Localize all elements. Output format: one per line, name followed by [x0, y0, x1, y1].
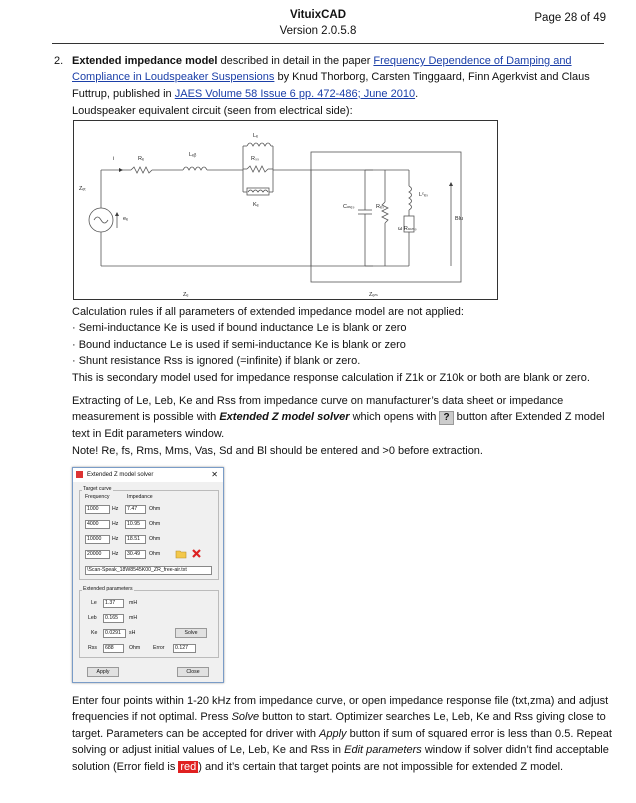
le-input[interactable]: 1.37 — [103, 599, 124, 608]
col-impedance: Impedance — [127, 494, 153, 500]
rules-block — [72, 304, 612, 386]
closing-text-4: window if solver didn’t find acceptable solution (Error field is — [72, 744, 609, 773]
closing-text-3: button if sum of squared error is less than 0.5. Repeat solving or adjust initial values of Le, Leb, Ke and Rss in — [72, 727, 612, 757]
journal-link[interactable]: JAES Volume 58 Issue 6 pp. 472-486; June 2010 — [174, 87, 416, 100]
ohm-label-2: Ohm — [149, 521, 161, 527]
label-le: Lₑ — [253, 133, 259, 139]
delete-icon[interactable] — [191, 548, 202, 559]
col-frequency: Frequency — [85, 494, 110, 500]
label-zet: Zₑₜ — [79, 186, 87, 192]
imp-input-4[interactable]: 30.49 — [125, 550, 146, 559]
red-badge: red — [180, 760, 197, 773]
dialog-titlebar — [73, 468, 223, 482]
rule-2: · Bound inductance Le is used if semi-inductance Ke is blank or zero — [72, 338, 406, 351]
solver-dialog — [72, 467, 224, 683]
help-button-inline: ? — [439, 411, 453, 425]
close-button[interactable]: Close — [177, 667, 209, 677]
le-unit: mH — [129, 600, 138, 606]
closing-apply: Apply — [319, 727, 347, 740]
label-lces: Lᶜₑₛ — [419, 192, 429, 198]
close-icon[interactable]: ✕ — [211, 470, 218, 479]
hz-label-3: Hz — [112, 536, 119, 542]
item-text-1: described in detail in the paper — [217, 55, 374, 67]
hz-label-2: Hz — [112, 521, 119, 527]
extended-params-label: Extended parameters — [83, 586, 133, 592]
list-number: 2. — [54, 55, 64, 67]
paragraph-instructions — [72, 693, 612, 775]
freq-input-2[interactable]: 4000 — [85, 520, 110, 529]
label-ke: Kₑ — [253, 202, 259, 208]
closing-text-2: button to start. Optimizer searches Le, Leb, Ke and Rss giving close to target. Parameters can be accepted for driver with — [72, 711, 606, 740]
ke-unit: sH — [129, 630, 136, 636]
closing-text-5: ) and it’s certain that target points are not impossible for extended Z model. — [198, 760, 564, 773]
leb-unit: mH — [129, 615, 138, 621]
rules-intro: Calculation rules if all parameters of extended impedance model are not applied: — [72, 306, 464, 318]
label-leb: Lₑᵦ — [189, 152, 197, 158]
extract-text-3: button after Extended Z model text in Edit parameters window. — [72, 411, 605, 440]
error-field: 0.127 — [173, 644, 196, 653]
ohm-label-3: Ohm — [149, 536, 161, 542]
dialog-title: Extended Z model solver — [87, 472, 154, 478]
extract-text-2: which opens with — [349, 411, 440, 424]
label-cmes: Cₘₑₛ — [343, 204, 355, 210]
freq-input-1[interactable]: 1000 — [85, 505, 110, 514]
leb-label: Leb — [88, 615, 97, 621]
imp-input-3[interactable]: 18.51 — [125, 535, 146, 544]
item-bold-title: Extended impedance model — [72, 55, 218, 67]
label-ze: Zₑ — [183, 292, 189, 298]
item-text-2: by Knud Thorborg, Carsten Tinggaard, Finn Agerkvist and Claus Futtrup, published in — [72, 71, 590, 100]
label-rss: Rₛₛ — [251, 156, 260, 162]
ohm-label-4: Ohm — [149, 551, 161, 557]
rule-1: · Semi-inductance Ke is used if bound inductance Le is blank or zero — [72, 322, 407, 335]
apply-button[interactable]: Apply — [87, 667, 119, 677]
rss-input[interactable]: 688 — [103, 644, 124, 653]
label-wrms: ω Rₘₘₛ — [398, 226, 417, 232]
freq-input-4[interactable]: 20000 — [85, 550, 110, 559]
label-zem: Zₑₘ — [369, 292, 378, 298]
rule-3: · Shunt resistance Rss is ignored (=infinite) if blank or zero. — [72, 355, 361, 368]
target-curve-label: Target curve — [83, 486, 112, 492]
le-label: Le — [91, 600, 97, 606]
paragraph-extraction — [72, 393, 612, 442]
label-res: Rₑₛ — [376, 204, 385, 210]
closing-solve: Solve — [231, 711, 260, 724]
ke-input[interactable]: 0.0291 — [103, 629, 126, 638]
hz-label-1: Hz — [112, 506, 119, 512]
label-re: Rₑ — [138, 156, 145, 162]
paper-link[interactable]: Frequency Dependence of Damping and Compliance in Loudspeaker Suspensions — [72, 55, 572, 84]
ke-label: Ke — [91, 630, 98, 636]
label-blu: Blu — [455, 216, 463, 222]
extended-params-group — [79, 590, 219, 658]
solve-button[interactable]: Solve — [175, 628, 207, 638]
closing-text-1: Enter four points within 1-20 kHz from impedance curve, or open impedance response file (txt,zma) and adjust frequencies if not optimal. Press — [72, 695, 609, 724]
rule-4: This is secondary model used for impedance response calculation if Z1k or Z10k or both are blank or zero. — [72, 371, 590, 384]
item-text-3: . — [415, 87, 419, 100]
doc-title: VituixCAD — [289, 9, 347, 21]
label-i: i — [113, 156, 115, 162]
page-number: Page 28 of 49 — [534, 12, 606, 24]
doc-version: Version 2.0.5.8 — [279, 25, 357, 37]
imp-input-2[interactable]: 10.95 — [125, 520, 146, 529]
rss-label: Rss — [88, 645, 97, 651]
impedance-file-input[interactable]: \Scan-Speak_18W8545K00_ZR_free-air.txt — [85, 566, 212, 575]
imp-input-1[interactable]: 7.47 — [125, 505, 146, 514]
circuit-caption: Loudspeaker equivalent circuit (seen from electrical side): — [72, 105, 353, 117]
hz-label-4: Hz — [112, 551, 119, 557]
equivalent-circuit-diagram — [73, 120, 498, 300]
error-label: Error — [153, 645, 165, 651]
leb-input[interactable]: 0.165 — [103, 614, 124, 623]
label-eg: eₑ — [123, 216, 129, 222]
ohm-label-1: Ohm — [149, 506, 161, 512]
paragraph-extended-model — [72, 53, 612, 102]
folder-open-icon[interactable] — [175, 548, 187, 559]
header-rule — [52, 43, 604, 44]
note-text: Note! Re, fs, Rms, Mms, Vas, Sd and Bl should be entered and >0 before extraction. — [72, 445, 483, 457]
app-icon — [76, 471, 83, 478]
rss-unit: Ohm — [129, 645, 141, 651]
closing-edit-params: Edit parameters — [344, 744, 422, 757]
extract-text-1: Extracting of Le, Leb, Ke and Rss from impedance curve on manufacturer’s data sheet or impedance measurement is possible with — [72, 395, 564, 424]
freq-input-3[interactable]: 10000 — [85, 535, 110, 544]
extract-solver-name: Extended Z model solver — [219, 411, 350, 424]
